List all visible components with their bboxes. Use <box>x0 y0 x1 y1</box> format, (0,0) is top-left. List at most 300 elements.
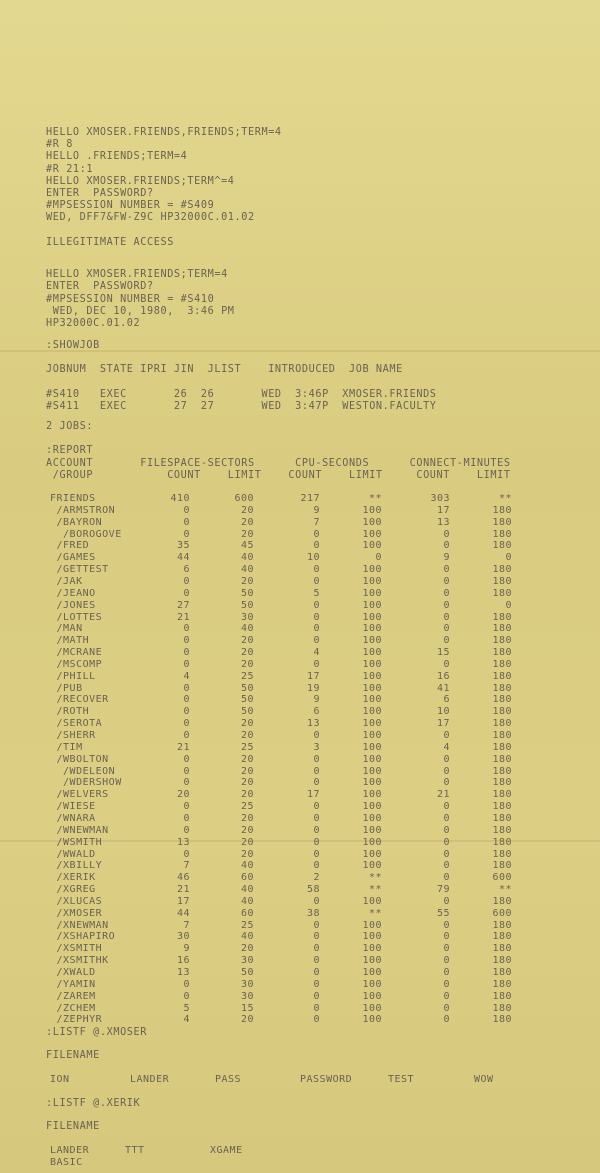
listf-filename-header: FILENAME <box>46 1121 100 1132</box>
file-name: PASSWORD <box>300 1074 353 1085</box>
table-cell: 0 <box>313 575 320 587</box>
table-cell: 20 <box>240 789 254 801</box>
table-cell: 4 <box>443 741 450 753</box>
table-cell: 0 <box>313 623 320 635</box>
table-cell: 0 <box>313 611 320 623</box>
table-cell: 0 <box>443 836 450 848</box>
job-row: #S411 EXEC 27 27 WED 3:47P WESTON.FACULTY <box>46 401 437 412</box>
table-cell: 0 <box>183 587 190 599</box>
table-cell: 20 <box>240 836 254 848</box>
table-cell: 0 <box>375 552 382 564</box>
table-cell: 0 <box>313 990 320 1002</box>
table-cell: 40 <box>240 884 254 896</box>
table-cell: 180 <box>492 765 512 777</box>
table-cell: 180 <box>492 1002 512 1014</box>
table-cell: 3 <box>313 741 320 753</box>
table-cell: 0 <box>313 765 320 777</box>
table-cell: 6 <box>443 694 450 706</box>
table-cell: 9 <box>313 504 320 516</box>
table-cell: 20 <box>240 943 254 955</box>
session-line: #R 21:1 <box>46 163 94 175</box>
table-cell: 16 <box>436 670 450 682</box>
group-name: /XLUCAS <box>50 895 103 907</box>
table-cell: 50 <box>240 587 254 599</box>
table-cell: 25 <box>240 670 254 682</box>
table-cell: 13 <box>176 836 190 848</box>
table-cell: 0 <box>313 967 320 978</box>
session-line: WED, DEC 10, 1980, 3:46 PM <box>46 305 235 317</box>
table-cell: 100 <box>362 718 382 730</box>
table-cell: 13 <box>176 967 190 978</box>
table-cell: 0 <box>443 528 450 540</box>
table-cell: 180 <box>492 990 512 1002</box>
table-cell: 0 <box>443 564 450 576</box>
showjob-header: JOBNUM STATE IPRI JIN JLIST INTRODUCED JOB NAME <box>46 364 403 375</box>
table-cell: 17 <box>436 504 450 516</box>
table-cell: ** <box>498 884 512 896</box>
table-cell: 0 <box>443 967 450 978</box>
table-cell: 180 <box>492 730 512 741</box>
group-name: /BOROGOVE <box>50 528 122 540</box>
table-cell: 100 <box>362 635 382 647</box>
session-line: WED, DFF7&FW-Z9C HP32000C.01.02 <box>46 212 255 224</box>
table-cell: 0 <box>313 635 320 647</box>
table-cell: 100 <box>362 978 382 990</box>
session-line: HELLO XMOSER.FRIENDS,FRIENDS;TERM=4 <box>46 127 282 138</box>
table-cell: 100 <box>362 504 382 516</box>
table-cell: 180 <box>492 860 512 872</box>
table-cell: 100 <box>362 647 382 659</box>
table-cell: 30 <box>240 955 254 967</box>
table-cell: 180 <box>492 777 512 789</box>
table-cell: 600 <box>492 872 512 884</box>
group-name: /WDELEON <box>50 765 116 777</box>
table-cell: 0 <box>443 812 450 824</box>
group-name: /JEANO <box>50 587 96 599</box>
table-cell: 15 <box>240 1002 254 1014</box>
table-cell: 30 <box>240 990 254 1002</box>
table-cell: 100 <box>362 623 382 635</box>
report-header: /GROUP COUNT LIMIT COUNT LIMIT COUNT LIMIT <box>46 470 511 481</box>
table-cell: 100 <box>362 611 382 623</box>
table-cell: 45 <box>240 540 254 552</box>
group-name: /GAMES <box>50 552 96 564</box>
session-line: #MPSESSION NUMBER = #S410 <box>46 293 215 305</box>
table-cell: 100 <box>362 540 382 552</box>
table-cell: 0 <box>443 587 450 599</box>
table-cell: 7 <box>313 516 320 528</box>
session-line: ENTER PASSWORD? <box>46 188 154 199</box>
table-cell: 180 <box>492 919 512 931</box>
group-name: /XSMITH <box>50 943 103 955</box>
table-cell: 20 <box>240 528 254 540</box>
table-cell: 4 <box>183 1014 190 1026</box>
table-cell: 0 <box>443 978 450 990</box>
table-cell: 0 <box>183 765 190 777</box>
table-cell: 180 <box>492 848 512 860</box>
table-cell: 20 <box>240 1014 254 1026</box>
table-cell: 180 <box>492 812 512 824</box>
table-cell: 410 <box>170 493 190 504</box>
table-cell: 27 <box>176 599 190 611</box>
table-cell: 0 <box>313 978 320 990</box>
table-cell: 600 <box>492 907 512 919</box>
table-cell: ** <box>368 907 382 919</box>
session-line: HP32000C.01.02 <box>46 318 141 329</box>
table-cell: 100 <box>362 765 382 777</box>
table-cell: 9 <box>183 943 190 955</box>
table-cell: 0 <box>443 990 450 1002</box>
table-cell: 0 <box>443 575 450 587</box>
table-cell: 100 <box>362 730 382 741</box>
table-cell: 0 <box>313 599 320 611</box>
table-cell: 0 <box>183 706 190 718</box>
table-cell: 50 <box>240 599 254 611</box>
table-cell: 0 <box>183 528 190 540</box>
table-cell: 0 <box>313 860 320 872</box>
table-cell: 40 <box>240 552 254 564</box>
table-cell: 21 <box>176 611 190 623</box>
file-name: TTT <box>125 1145 145 1156</box>
listf-command: :LISTF @.XERIK <box>46 1098 141 1109</box>
table-cell: 0 <box>183 730 190 741</box>
table-cell: 100 <box>362 812 382 824</box>
table-cell: 180 <box>492 682 512 694</box>
table-cell: ** <box>498 493 512 504</box>
table-cell: 100 <box>362 943 382 955</box>
showjob-summary: 2 JOBS: <box>46 421 94 432</box>
table-cell: 0 <box>443 931 450 943</box>
table-cell: 217 <box>300 493 320 504</box>
table-cell: 0 <box>313 1002 320 1014</box>
session-line: #MPSESSION NUMBER = #S409 <box>46 200 215 212</box>
table-cell: 100 <box>362 587 382 599</box>
group-name: /JAK <box>50 575 83 587</box>
file-name: TEST <box>388 1074 415 1085</box>
table-cell: 58 <box>306 884 320 896</box>
table-cell: 180 <box>492 801 512 813</box>
table-cell: 50 <box>240 706 254 718</box>
table-cell: 40 <box>240 860 254 872</box>
table-cell: 100 <box>362 741 382 753</box>
table-cell: 180 <box>492 931 512 943</box>
table-cell: 180 <box>492 824 512 836</box>
table-cell: 0 <box>313 528 320 540</box>
file-name: LANDER <box>50 1145 90 1156</box>
table-cell: 180 <box>492 694 512 706</box>
table-cell: 60 <box>240 872 254 884</box>
table-cell: 180 <box>492 895 512 907</box>
table-cell: 0 <box>313 919 320 931</box>
table-cell: ** <box>368 872 382 884</box>
table-cell: 20 <box>240 765 254 777</box>
table-cell: 40 <box>240 895 254 907</box>
group-name: /WIESE <box>50 801 96 813</box>
table-cell: 20 <box>240 504 254 516</box>
table-cell: 100 <box>362 801 382 813</box>
table-cell: 5 <box>313 587 320 599</box>
group-name: /WBOLTON <box>50 753 109 765</box>
group-name: /WWALD <box>50 848 96 860</box>
table-cell: 180 <box>492 753 512 765</box>
table-cell: 100 <box>362 528 382 540</box>
table-cell: 180 <box>492 647 512 659</box>
table-cell: 0 <box>313 824 320 836</box>
table-cell: 180 <box>492 955 512 967</box>
table-cell: 25 <box>240 801 254 813</box>
table-cell: 100 <box>362 670 382 682</box>
group-name: FRIENDS <box>50 493 96 504</box>
listf-command: :LISTF @.XMOSER <box>46 1027 148 1038</box>
table-cell: 0 <box>443 623 450 635</box>
report-command: :REPORT <box>46 445 94 456</box>
group-name: /ARMSTRON <box>50 504 116 516</box>
table-cell: 180 <box>492 706 512 718</box>
table-cell: 100 <box>362 658 382 670</box>
session-line: HELLO .FRIENDS;TERM=4 <box>46 151 188 163</box>
table-cell: 13 <box>436 516 450 528</box>
table-cell: 7 <box>183 919 190 931</box>
table-cell: 46 <box>176 872 190 884</box>
table-cell: 0 <box>313 730 320 741</box>
table-cell: 100 <box>362 967 382 978</box>
table-cell: 0 <box>313 1014 320 1026</box>
paper-fold <box>0 840 600 842</box>
file-name: LANDER <box>130 1074 170 1085</box>
table-cell: 0 <box>443 801 450 813</box>
table-cell: ** <box>368 884 382 896</box>
table-cell: 0 <box>183 647 190 659</box>
table-cell: 180 <box>492 540 512 552</box>
table-cell: 100 <box>362 860 382 872</box>
table-cell: 79 <box>436 884 450 896</box>
table-cell: 0 <box>443 730 450 741</box>
table-cell: 0 <box>183 694 190 706</box>
table-cell: 100 <box>362 575 382 587</box>
table-cell: 100 <box>362 599 382 611</box>
table-cell: 17 <box>306 789 320 801</box>
group-name: /XGREG <box>50 884 96 896</box>
table-cell: 6 <box>183 564 190 576</box>
table-cell: 38 <box>306 907 320 919</box>
table-cell: 180 <box>492 718 512 730</box>
table-cell: 100 <box>362 1014 382 1026</box>
table-cell: 100 <box>362 955 382 967</box>
group-name: /PHILL <box>50 670 96 682</box>
table-cell: 0 <box>443 895 450 907</box>
table-cell: 180 <box>492 611 512 623</box>
session-line: HELLO XMOSER.FRIENDS;TERM=4 <box>46 269 228 281</box>
table-cell: 44 <box>176 552 190 564</box>
table-cell: 100 <box>362 516 382 528</box>
table-cell: 100 <box>362 824 382 836</box>
group-name: /WNARA <box>50 812 96 824</box>
table-cell: 50 <box>240 682 254 694</box>
table-cell: 40 <box>240 931 254 943</box>
table-cell: 100 <box>362 1002 382 1014</box>
table-cell: 600 <box>234 493 254 504</box>
table-cell: 16 <box>176 955 190 967</box>
table-cell: 21 <box>436 789 450 801</box>
table-cell: 10 <box>436 706 450 718</box>
group-name: /ROTH <box>50 706 90 718</box>
table-cell: 0 <box>313 564 320 576</box>
table-cell: 0 <box>183 801 190 813</box>
group-name: /GETTEST <box>50 564 109 576</box>
table-cell: 20 <box>240 516 254 528</box>
table-cell: 19 <box>306 682 320 694</box>
table-cell: 180 <box>492 635 512 647</box>
file-name: WOW <box>474 1074 494 1085</box>
table-cell: 55 <box>436 907 450 919</box>
table-cell: 17 <box>306 670 320 682</box>
table-cell: 20 <box>240 658 254 670</box>
table-cell: 100 <box>362 919 382 931</box>
group-name: /ZEPHYR <box>50 1014 103 1026</box>
session-line: ILLEGITIMATE ACCESS <box>46 236 174 248</box>
paper-fold <box>0 350 600 352</box>
group-name: /XSHAPIRO <box>50 931 116 943</box>
group-name: /YAMIN <box>50 978 96 990</box>
table-cell: 0 <box>313 658 320 670</box>
table-cell: 0 <box>443 1014 450 1026</box>
table-cell: 0 <box>313 931 320 943</box>
group-name: /WELVERS <box>50 789 109 801</box>
table-cell: 180 <box>492 658 512 670</box>
file-name: XGAME <box>210 1145 243 1156</box>
table-cell: 0 <box>313 801 320 813</box>
table-cell: 9 <box>443 552 450 564</box>
table-cell: 9 <box>313 694 320 706</box>
table-cell: 10 <box>306 552 320 564</box>
table-cell: 40 <box>240 623 254 635</box>
file-name: BASIC <box>50 1157 83 1168</box>
group-name: /XBILLY <box>50 860 103 872</box>
table-cell: 180 <box>492 623 512 635</box>
group-name: /SEROTA <box>50 718 103 730</box>
table-cell: 180 <box>492 504 512 516</box>
table-cell: 17 <box>176 895 190 907</box>
table-cell: 0 <box>183 848 190 860</box>
table-cell: 20 <box>240 575 254 587</box>
group-name: /RECOVER <box>50 694 109 706</box>
table-cell: 0 <box>313 848 320 860</box>
table-cell: 100 <box>362 777 382 789</box>
table-cell: 30 <box>176 931 190 943</box>
table-cell: 180 <box>492 943 512 955</box>
table-cell: 180 <box>492 670 512 682</box>
table-cell: 21 <box>176 741 190 753</box>
table-cell: 100 <box>362 895 382 907</box>
table-cell: 30 <box>240 611 254 623</box>
table-cell: 180 <box>492 575 512 587</box>
table-cell: 6 <box>313 706 320 718</box>
table-cell: 35 <box>176 540 190 552</box>
table-cell: 20 <box>240 848 254 860</box>
group-name: /XSMITHK <box>50 955 109 967</box>
group-name: /LOTTES <box>50 611 103 623</box>
group-name: /MAN <box>50 623 83 635</box>
table-cell: 0 <box>183 516 190 528</box>
table-cell: 25 <box>240 919 254 931</box>
group-name: /ZAREM <box>50 990 96 1002</box>
table-cell: 0 <box>443 848 450 860</box>
table-cell: 0 <box>183 990 190 1002</box>
group-name: /MSCOMP <box>50 658 103 670</box>
table-cell: 0 <box>183 777 190 789</box>
group-name: /XNEWMAN <box>50 919 109 931</box>
table-cell: 0 <box>183 978 190 990</box>
group-name: /XERIK <box>50 872 96 884</box>
report-header: ACCOUNT FILESPACE-SECTORS CPU-SECONDS CONNECT-MINUTES <box>46 458 511 469</box>
table-cell: 0 <box>183 504 190 516</box>
table-cell: 20 <box>240 777 254 789</box>
session-line: HELLO XMOSER.FRIENDS;TERM^=4 <box>46 175 235 187</box>
table-cell: 0 <box>505 599 512 611</box>
group-name: /FRED <box>50 540 90 552</box>
table-cell: 0 <box>313 540 320 552</box>
table-cell: 180 <box>492 516 512 528</box>
table-cell: ** <box>368 493 382 504</box>
group-name: /XMOSER <box>50 907 103 919</box>
file-name: PASS <box>215 1074 242 1085</box>
table-cell: 17 <box>436 718 450 730</box>
table-cell: 0 <box>443 824 450 836</box>
table-cell: 40 <box>240 564 254 576</box>
group-name: /JONES <box>50 599 96 611</box>
table-cell: 0 <box>443 943 450 955</box>
table-cell: 44 <box>176 907 190 919</box>
group-name: /ZCHEM <box>50 1002 96 1014</box>
job-row: #S410 EXEC 26 26 WED 3:46P XMOSER.FRIENDS <box>46 389 437 400</box>
table-cell: 50 <box>240 967 254 978</box>
table-cell: 2 <box>313 872 320 884</box>
table-cell: 0 <box>183 753 190 765</box>
table-cell: 0 <box>443 658 450 670</box>
table-cell: 100 <box>362 836 382 848</box>
table-cell: 0 <box>443 599 450 611</box>
table-cell: 0 <box>443 765 450 777</box>
table-cell: 20 <box>240 812 254 824</box>
table-cell: 20 <box>240 647 254 659</box>
table-cell: 0 <box>183 575 190 587</box>
table-cell: 0 <box>183 824 190 836</box>
table-cell: 180 <box>492 564 512 576</box>
table-cell: 20 <box>240 824 254 836</box>
table-cell: 20 <box>240 730 254 741</box>
table-cell: 100 <box>362 682 382 694</box>
table-cell: 20 <box>176 789 190 801</box>
table-cell: 0 <box>313 955 320 967</box>
table-cell: 0 <box>443 611 450 623</box>
group-name: /XWALD <box>50 967 96 978</box>
table-cell: 100 <box>362 931 382 943</box>
showjob-command: :SHOWJOB <box>46 340 100 351</box>
table-cell: 20 <box>240 635 254 647</box>
table-cell: 0 <box>313 895 320 907</box>
table-cell: 25 <box>240 741 254 753</box>
group-name: /BAYRON <box>50 516 103 528</box>
table-cell: 100 <box>362 564 382 576</box>
table-cell: 0 <box>443 872 450 884</box>
table-cell: 0 <box>183 718 190 730</box>
table-cell: 0 <box>505 552 512 564</box>
table-cell: 20 <box>240 718 254 730</box>
table-cell: 303 <box>430 493 450 504</box>
table-cell: 4 <box>313 647 320 659</box>
table-cell: 180 <box>492 789 512 801</box>
group-name: /WNEWMAN <box>50 824 109 836</box>
